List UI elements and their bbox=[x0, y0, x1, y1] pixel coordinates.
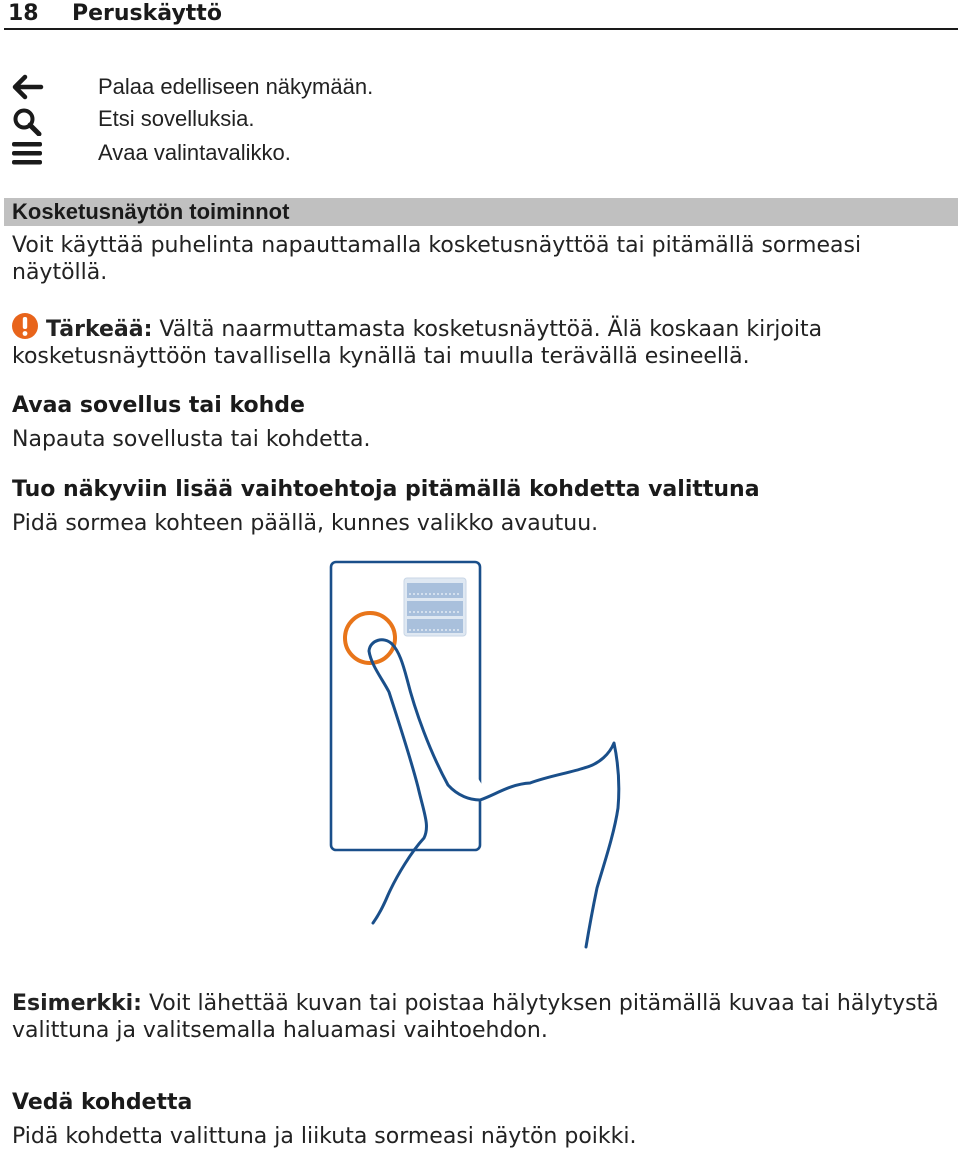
open-app-title: Avaa sovellus tai kohde bbox=[12, 393, 305, 418]
section-title: Kosketusnäytön toiminnot bbox=[12, 199, 290, 224]
more-options-text: Pidä sormea kohteen päällä, kunnes valikko avautuu. bbox=[12, 511, 599, 536]
popup-menu-row bbox=[407, 601, 463, 616]
open-app-text: Napauta sovellusta tai kohdetta. bbox=[12, 427, 371, 452]
important-text-line2: kosketusnäyttöön tavallisella kynällä tai muulla terävällä esineellä. bbox=[12, 344, 750, 369]
intro-line: Voit käyttää puhelinta napauttamalla kosketusnäyttöä tai pitämällä sormeasi bbox=[12, 233, 862, 258]
drag-text: Pidä kohdetta valittuna ja liikuta sormeasi näytön poikki. bbox=[12, 1124, 637, 1149]
search-icon bbox=[10, 106, 44, 136]
popup-menu-row bbox=[407, 583, 463, 598]
drag-title: Vedä kohdetta bbox=[12, 1090, 193, 1115]
warning-icon bbox=[11, 312, 39, 340]
page-section-title: Peruskäyttö bbox=[72, 1, 222, 26]
important-text: Vältä naarmuttamasta kosketusnäyttöä. Älä koskaan kirjoita bbox=[159, 317, 823, 342]
example-text: Voit lähettää kuvan tai poistaa hälytyksen pitämällä kuvaa tai hälytystä bbox=[148, 991, 939, 1016]
more-options-title: Tuo näkyviin lisää vaihtoehtoja pitämällä kohdetta valittuna bbox=[12, 477, 760, 502]
example-line: valittuna ja valitsemalla haluamasi vaihtoehdon. bbox=[12, 1018, 548, 1043]
key-text-search: Etsi sovelluksia. bbox=[98, 106, 255, 131]
example-label: Esimerkki: bbox=[12, 991, 142, 1016]
popup-menu-row bbox=[407, 619, 463, 633]
example-paragraph bbox=[12, 990, 942, 1044]
page-number: 18 bbox=[8, 1, 39, 26]
intro-line: näytöllä. bbox=[12, 260, 108, 285]
important-label: Tärkeää: bbox=[46, 317, 153, 342]
back-arrow-icon bbox=[10, 72, 44, 102]
long-press-illustration bbox=[320, 555, 640, 955]
intro-paragraph bbox=[12, 232, 942, 286]
key-text-back: Palaa edelliseen näkymään. bbox=[98, 74, 374, 99]
important-note bbox=[46, 316, 960, 343]
key-text-menu: Avaa valintavalikko. bbox=[98, 140, 291, 165]
menu-icon bbox=[10, 139, 44, 169]
example-line bbox=[12, 990, 942, 1017]
